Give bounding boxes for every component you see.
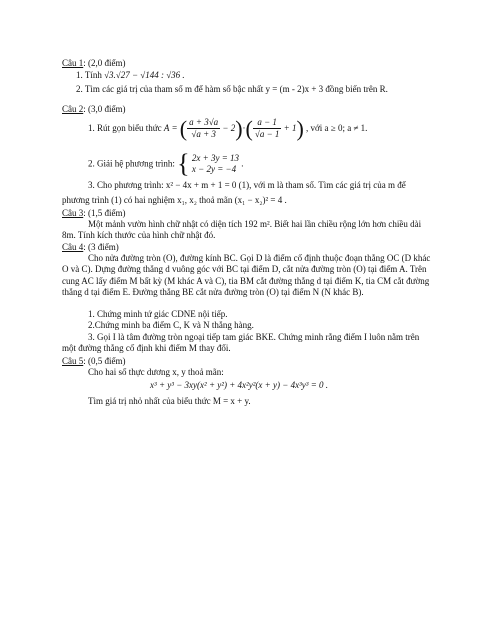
q4-item3: 3. Gọi I là tâm đường tròn ngoại tiếp tam giác BKE. Chứng minh rằng điểm I luôn nằm trên một đường thẳng cố định khi điểm M thay đổi. <box>62 332 420 354</box>
q2-item1-frac2 <box>253 117 282 141</box>
q2-item1-frac2-num: a − 1 <box>253 117 282 129</box>
q2-label: Câu 2 <box>62 104 84 114</box>
q2-item2-brace: { <box>177 149 190 178</box>
q3-label: Câu 3 <box>62 208 84 218</box>
q2-item1-plus1: + 1 <box>283 123 297 134</box>
q3-points: : (1,5 điểm) <box>83 208 126 218</box>
q2-item1-dot: · <box>242 123 246 134</box>
q2-item2-system <box>192 153 239 176</box>
q2-item1-cond: , với a ≥ 0; a ≠ 1. <box>306 123 368 134</box>
q3-text: Một mảnh vườn hình chữ nhật có diện tích 192 m². Biết hai lần chiều rộng lớn hơn chiều dài 8m. Tính kích thước của hình chữ nhật đó. <box>62 219 422 241</box>
q2-heading <box>62 104 126 115</box>
q1-heading <box>62 58 126 69</box>
q1-label: Câu 1 <box>62 58 84 68</box>
q4-heading <box>62 242 119 253</box>
q3-heading <box>62 208 126 219</box>
q5-points: : (0,5 điểm) <box>83 356 126 366</box>
q4-label: Câu 4 <box>62 242 84 252</box>
q5-label: Câu 5 <box>62 356 84 366</box>
q1-item1 <box>76 70 185 81</box>
q1-item2: 2. Tìm các giá trị của tham số m để hàm số bậc nhất y = (m - 2)x + 3 đồng biến trên R. <box>76 84 388 94</box>
q2-item1-frac1-den: √a + 3 <box>191 129 216 140</box>
q2-item1 <box>88 117 367 141</box>
q2-item2-eq2: x − 2y = −4 <box>191 164 237 174</box>
q2-item1-minus2: − 2 <box>222 123 236 134</box>
q2-item1-frac2-den: √a − 1 <box>254 129 280 140</box>
q2-item1-A: A = <box>163 123 178 134</box>
q5-line2: Tìm giá trị nhỏ nhất của biểu thức M = x + y. <box>88 396 251 406</box>
q1-points: : (2,0 điểm) <box>83 58 126 68</box>
q5-formula: x³ + y³ − 3xy(x² + y²) + 4x²y²(x + y) − 4x³y³ = 0 . <box>150 380 329 390</box>
q4-points: : (3 điểm) <box>83 242 119 252</box>
q2-item2-end: . <box>241 158 244 169</box>
q2-points: : (3,0 điểm) <box>83 104 126 114</box>
q4-item2: 2.Chứng minh ba điểm C, K và N thẳng hàng. <box>88 320 254 330</box>
q2-item3-line1: 3. Cho phương trình: x² − 4x + m + 1 = 0 (1), với m là tham số. Tìm các giá trị của m để <box>88 180 406 190</box>
q2-item1-lparen: ( <box>179 115 188 141</box>
q5-line1: Cho hai số thực dương x, y thoả mãn: <box>88 367 224 377</box>
q2-item2-prefix: 2. Giải hệ phương trình: <box>88 158 175 169</box>
q2-item3-line2: phương trình (1) có hai nghiệm x₁, x₂ thoả mãn (x₁ − x₂)² = 4 . <box>62 195 287 205</box>
q4-item1: 1. Chứng minh tứ giác CDNE nội tiếp. <box>88 309 228 319</box>
q2-item1-prefix: 1. Rút gọn biểu thức <box>88 123 164 134</box>
q2-item1-rparen: ) <box>235 115 243 141</box>
q1-item1-prefix: 1. Tính <box>76 70 105 80</box>
q1-item1-formula: √3.√27 − √144 : √36 . <box>104 70 185 80</box>
q2-item1-frac1 <box>187 117 220 141</box>
q2-item1-rparen2: ) <box>296 115 304 141</box>
q2-item2-eq1: 2x + 3y = 13 <box>191 152 240 163</box>
q5-heading <box>62 356 126 367</box>
q4-text: Cho nửa đường tròn (O), đường kính BC. Gọi D là điểm cố định thuộc đoạn thẳng OC (D khác O và C). Dựng đường thẳng d vuông góc với BC tại điểm D, cắt nửa đường tròn (O) tại điểm A. Trên cung AC lấy điểm M bất kỳ (M khác A và C), tia BM cắt đường thẳng d tại điểm K, tia CM cắt đường thẳng d tại điểm E. Đường thẳng BE cắt nửa đường tròn (O) tại điểm N (N khác B). <box>62 253 431 297</box>
q2-item2 <box>88 151 244 177</box>
q2-item1-frac1-num: a + 3√a <box>187 117 220 129</box>
q2-item1-lparen2: ( <box>245 115 253 141</box>
